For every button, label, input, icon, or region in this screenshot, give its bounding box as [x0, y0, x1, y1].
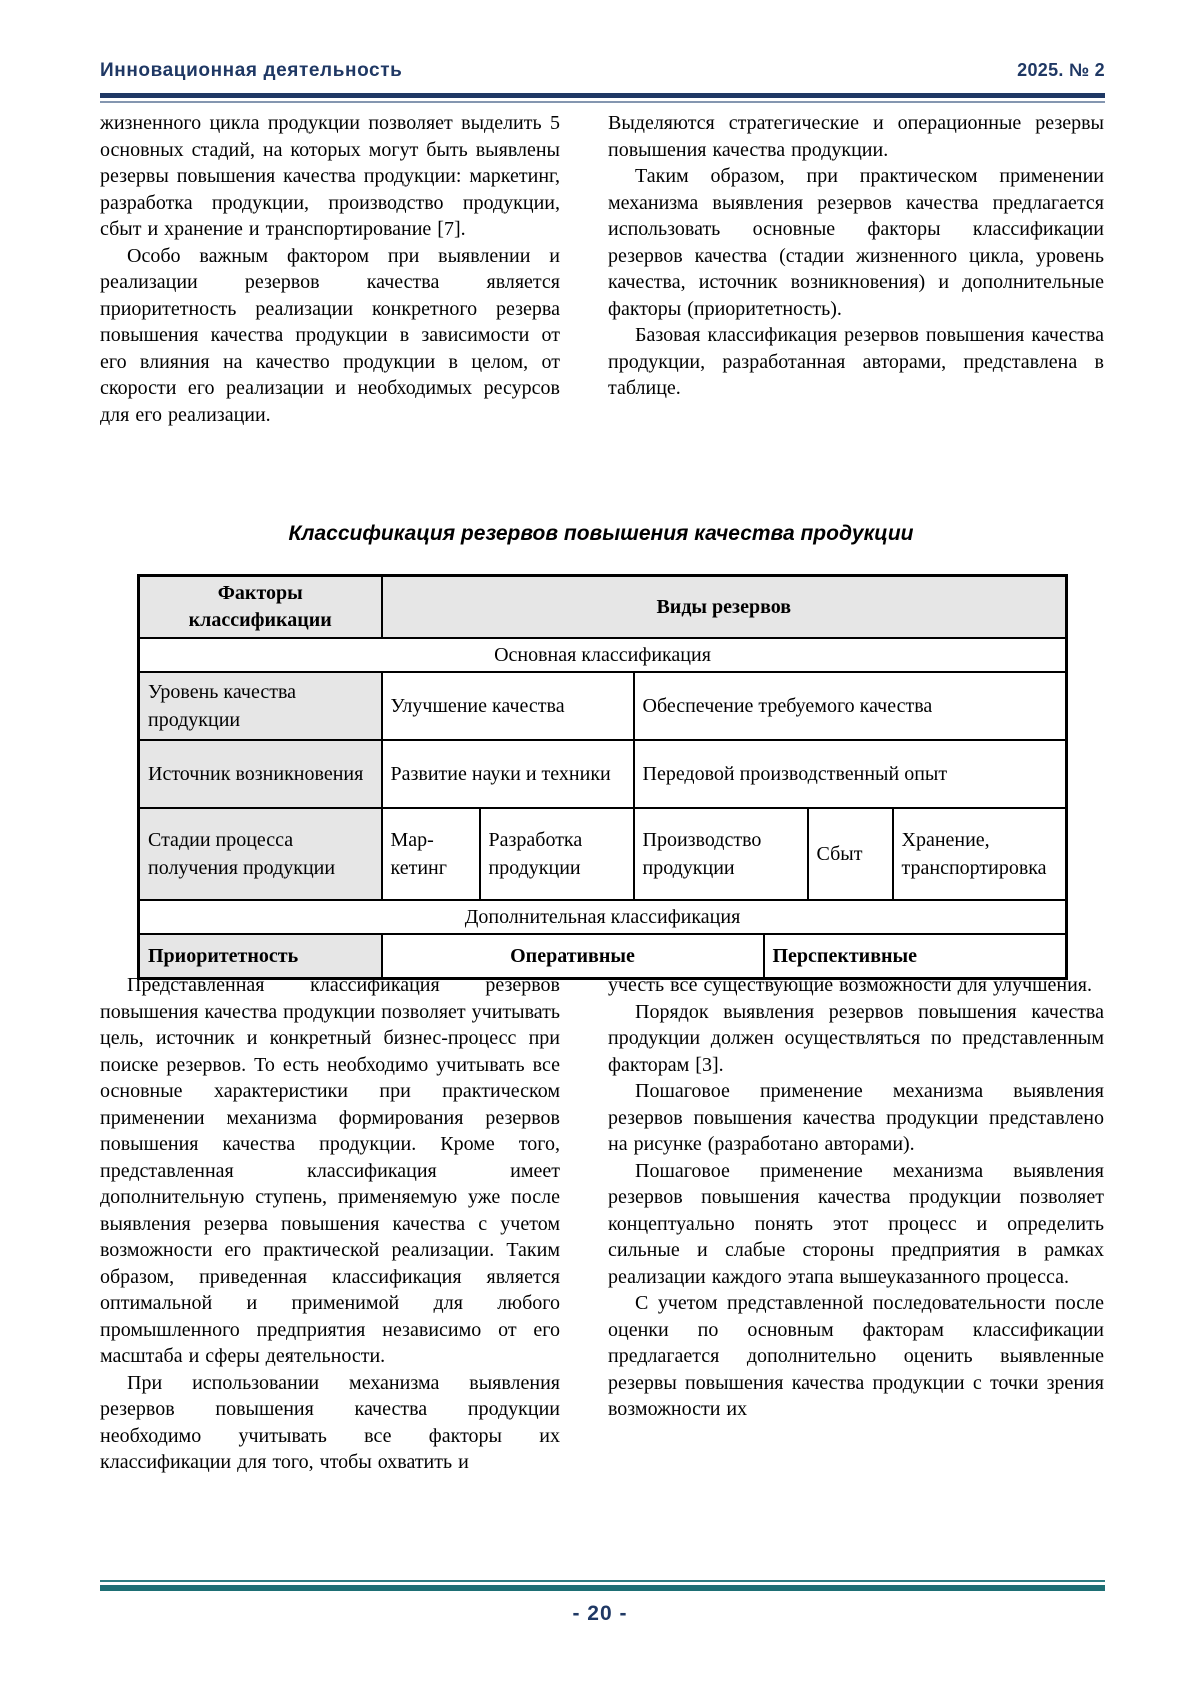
cell-production: Производство продукции	[634, 808, 808, 900]
left-column-bottom	[100, 972, 560, 1476]
cell-operational: Оперативные	[382, 934, 764, 979]
source-row	[139, 740, 1067, 808]
quality-level-row	[139, 672, 1067, 740]
cell-marketing: Мар-кетинг	[382, 808, 480, 900]
stages-row	[139, 808, 1067, 900]
cell-development: Разработка продукции	[480, 808, 634, 900]
paragraph: Представленная классификация резервов повышения качества продукции позволяет учитывать цель, источник и конкретный бизнес-процесс при поиске резервов. То есть необходимо учитывать все основные характеристики при практическом применении механизма формирования резервов повышения качества продукции. Кроме того, представленная классификация имеет дополнительную ступень, применяемую уже после выявления резерва повышения качества с учетом возможности его практической реализации. Таким образом, приведенная классификация является оптимальной и применимой для любого промышленного предприятия независимо от его масштаба и сферы деятельности.	[100, 974, 560, 1367]
top-text-section	[100, 110, 1104, 428]
paragraph: Пошаговое применение механизма выявления резервов повышения качества продукции представлено на рисунке (разработано авторами).	[608, 1080, 1104, 1155]
footer-rule-thin	[100, 1580, 1105, 1582]
factor-cell-source: Источник возникновения	[139, 740, 382, 808]
cell-prospective: Перспективные	[764, 934, 1067, 979]
section-label-additional: Дополнительная классификация	[139, 900, 1067, 934]
right-column-top	[608, 110, 1104, 428]
paragraph: Базовая классификация резервов повышения качества продукции, разработанная авторами, представлена в таблице.	[608, 324, 1104, 399]
cell-storage: Хранение, транспортировка	[893, 808, 1067, 900]
cell-quality-assurance: Обеспечение требуемого качества	[634, 672, 1067, 740]
factor-cell-stages: Стадии процесса получения продукции	[139, 808, 382, 900]
cell-science-development: Развитие науки и техники	[382, 740, 634, 808]
main-section-row	[139, 638, 1067, 672]
issue-number: 2025. № 2	[1017, 60, 1105, 80]
paragraph: Порядок выявления резервов повышения качества продукции должен осуществляться по представленным факторам [3].	[608, 1000, 1104, 1076]
cell-production-experience: Передовой производственный опыт	[634, 740, 1067, 808]
paragraph: Таким образом, при практическом применении механизма выявления резервов качества предлагается использовать основные факторы классификации резервов качества (стадии жизненного цикла, уровень качества, источник возникновения) и дополнительные факторы (приоритетность).	[608, 165, 1104, 320]
paragraph: учесть все существующие возможности для улучшения.	[608, 974, 1093, 996]
header-cell-types: Виды резервов	[382, 576, 1067, 639]
bottom-text-section	[100, 972, 1104, 1476]
paragraph: жизненного цикла продукции позволяет выделить 5 основных стадий, на которых могут быть выявлены резервы повышения качества продукции: маркетинг, разработка продукции, производство продукции, сбыт и хранение и транспортирование [7].	[100, 112, 560, 240]
left-column-top	[100, 110, 560, 428]
additional-section-row	[139, 900, 1067, 934]
footer-rule-thick	[100, 1585, 1105, 1591]
right-column-bottom	[608, 972, 1104, 1476]
paragraph: Особо важным фактором при выявлении и реализации резервов качества является приоритетность реализации конкретного резерва повышения качества продукции в зависимости от его влияния на качество продукции в целом, от скорости его реализации и необходимых ресурсов для его реализации.	[100, 244, 560, 426]
paragraph: С учетом представленной последовательности после оценки по основным факторам классификации предлагается дополнительно оценить выявленные резервы повышения качества продукции с точки зрения возможности их	[608, 1292, 1104, 1420]
classification-table	[137, 574, 1068, 980]
paragraph: При использовании механизма выявления резервов повышения качества продукции необходимо учитывать все факторы их классификации для того, чтобы охватить и	[100, 1371, 560, 1473]
header-rule-thin	[100, 101, 1105, 103]
cell-sales: Сбыт	[808, 808, 893, 900]
cell-quality-improvement: Улучшение качества	[382, 672, 634, 740]
page-number: - 20 -	[572, 1602, 628, 1625]
header-rule	[100, 93, 1105, 103]
factor-cell-quality-level: Уровень качества продукции	[139, 672, 382, 740]
table-caption: Классификация резервов повышения качества продукции	[288, 522, 914, 545]
journal-title: Инновационная деятельность	[100, 60, 403, 81]
paragraph: Выделяются стратегические и операционные резервы повышения качества продукции.	[608, 112, 1104, 161]
paragraph: Пошаговое применение механизма выявления резервов повышения качества продукции позволяет концептуально понять этот процесс и определить сильные и слабые стороны предприятия в рамках реализации каждого этапа вышеуказанного процесса.	[608, 1159, 1104, 1288]
factor-cell-priority: Приоритетность	[139, 934, 382, 979]
running-head	[100, 60, 1105, 82]
section-label-main: Основная классификация	[139, 638, 1067, 672]
table-header-row	[139, 576, 1067, 639]
header-rule-thick	[100, 93, 1105, 98]
header-cell-factors: Факторы классификации	[139, 576, 382, 639]
footer-rule	[100, 1580, 1105, 1591]
